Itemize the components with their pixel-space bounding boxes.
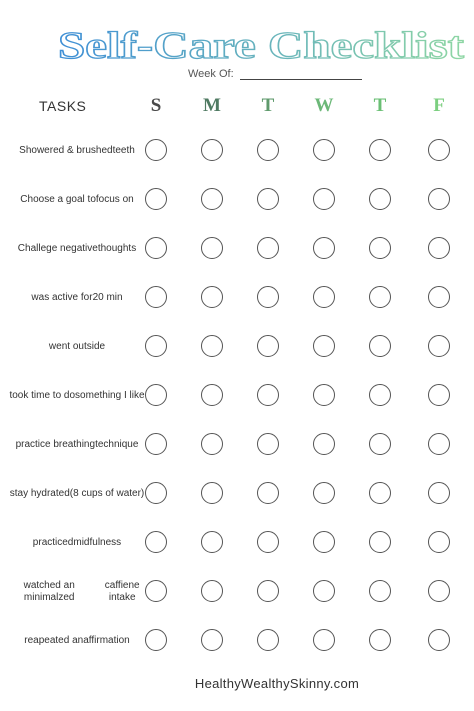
task-label-line2: 20 min [92,292,123,303]
checkbox-circle[interactable] [145,335,167,357]
checkbox-circle[interactable] [313,237,335,259]
task-label [4,376,150,416]
checkbox-circle[interactable] [369,629,391,651]
task-row [0,278,474,318]
checkbox-circle[interactable] [369,237,391,259]
checkbox-circle[interactable] [313,433,335,455]
day-header-2: T [261,95,275,116]
checkbox-circle[interactable] [369,335,391,357]
checkbox-circle[interactable] [201,433,223,455]
checkbox-circle[interactable] [369,188,391,210]
checkbox-circle[interactable] [369,531,391,553]
task-label [4,131,150,171]
task-row [0,229,474,269]
task-row [0,523,474,563]
task-label-line1: reapeated an [24,635,84,646]
checkbox-circle[interactable] [428,629,450,651]
checkbox-circle[interactable] [428,433,450,455]
title-graphic [52,18,472,68]
checkbox-circle[interactable] [145,237,167,259]
task-label [4,523,150,563]
checkbox-circle[interactable] [428,580,450,602]
checkbox-circle[interactable] [257,384,279,406]
task-label [4,474,150,514]
task-row [0,131,474,171]
checkbox-circle[interactable] [257,433,279,455]
footer [0,676,474,691]
checkbox-circle[interactable] [313,188,335,210]
task-label-line1: watched an minimalzed [23,580,75,603]
task-label-line1: practice breathing [15,439,96,450]
checkbox-circle[interactable] [313,335,335,357]
task-label [4,621,150,661]
task-label [4,425,150,465]
task-label-line2: something I like [75,390,145,401]
task-label [4,180,150,220]
task-label-line2: technique [95,439,139,450]
day-header-5: F [433,95,445,116]
checkbox-circle[interactable] [369,482,391,504]
checkbox-circle[interactable] [257,237,279,259]
task-label-line2: focus on [95,194,134,205]
page-title [52,18,472,68]
task-label [4,572,150,612]
task-label-line2: (8 cups of water) [69,488,145,499]
task-label [4,278,150,318]
checkbox-circle[interactable] [369,286,391,308]
checkbox-circle[interactable] [257,531,279,553]
checkbox-circle[interactable] [201,237,223,259]
week-of-label: Week Of: [188,68,234,80]
checkbox-circle[interactable] [428,286,450,308]
checkbox-circle[interactable] [257,629,279,651]
checkbox-circle[interactable] [145,286,167,308]
checkbox-circle[interactable] [428,531,450,553]
checkbox-circle[interactable] [145,139,167,161]
checkbox-circle[interactable] [313,286,335,308]
checkbox-circle[interactable] [201,629,223,651]
checkbox-circle[interactable] [145,188,167,210]
checkbox-circle[interactable] [313,580,335,602]
checkbox-circle[interactable] [201,335,223,357]
day-header-1: M [203,95,221,116]
checkbox-circle[interactable] [428,384,450,406]
checkbox-circle[interactable] [145,580,167,602]
checkbox-circle[interactable] [313,482,335,504]
task-label [4,327,150,367]
checkbox-circle[interactable] [145,384,167,406]
title-text: Self-Care Checklist [58,25,465,67]
week-of-field [188,68,362,80]
week-of-input-line[interactable] [240,68,362,80]
task-label-line1: went outside [48,341,106,352]
checkbox-circle[interactable] [201,580,223,602]
checkbox-circle[interactable] [369,433,391,455]
checkbox-circle[interactable] [201,139,223,161]
task-label-line1: Challege negative [17,243,98,254]
checkbox-circle[interactable] [313,531,335,553]
checkbox-circle[interactable] [313,139,335,161]
task-row [0,180,474,220]
checkbox-circle[interactable] [201,384,223,406]
task-label-line2: midfulness [73,537,122,548]
checkbox-circle[interactable] [201,286,223,308]
checkbox-circle[interactable] [369,384,391,406]
checkbox-circle[interactable] [201,531,223,553]
task-row [0,474,474,514]
tasks-column-header: TASKS [39,98,87,114]
checkbox-circle[interactable] [257,580,279,602]
checkbox-circle[interactable] [428,482,450,504]
footer-website: HealthyWealthySkinny.com [194,676,360,691]
day-header-3: W [314,95,334,116]
day-header-4: T [373,95,387,116]
task-label-line1: took time to do [9,390,76,401]
task-label-line1: Choose a goal to [20,194,96,205]
checkbox-circle[interactable] [257,139,279,161]
checkbox-circle[interactable] [428,188,450,210]
task-row [0,425,474,465]
checkbox-circle[interactable] [201,482,223,504]
task-label-line1: was active for [31,292,93,303]
task-label-line2: caffiene intake [104,580,140,603]
checkbox-circle[interactable] [428,335,450,357]
task-row [0,327,474,367]
checkbox-circle[interactable] [313,629,335,651]
task-label-line2: thoughts [97,243,137,254]
checkbox-circle[interactable] [369,580,391,602]
checkbox-circle[interactable] [257,188,279,210]
task-label-line1: stay hydrated [9,488,70,499]
checkbox-circle[interactable] [313,384,335,406]
task-label-line1: practiced [32,537,74,548]
task-row [0,376,474,416]
checkbox-circle[interactable] [201,188,223,210]
task-label-line1: Showered & brushed [19,145,113,156]
checkbox-circle[interactable] [257,335,279,357]
checkbox-circle[interactable] [145,531,167,553]
checkbox-circle[interactable] [257,482,279,504]
task-row [0,621,474,661]
checkbox-circle[interactable] [369,139,391,161]
checkbox-circle[interactable] [428,237,450,259]
checkbox-circle[interactable] [428,139,450,161]
task-label [4,229,150,269]
task-label-line2: teeth [112,145,135,156]
checkbox-circle[interactable] [145,482,167,504]
task-label-line2: affirmation [83,635,130,646]
checkbox-circle[interactable] [257,286,279,308]
checkbox-circle[interactable] [145,433,167,455]
task-row [0,572,474,612]
day-header-0: S [150,95,162,116]
checkbox-circle[interactable] [145,629,167,651]
